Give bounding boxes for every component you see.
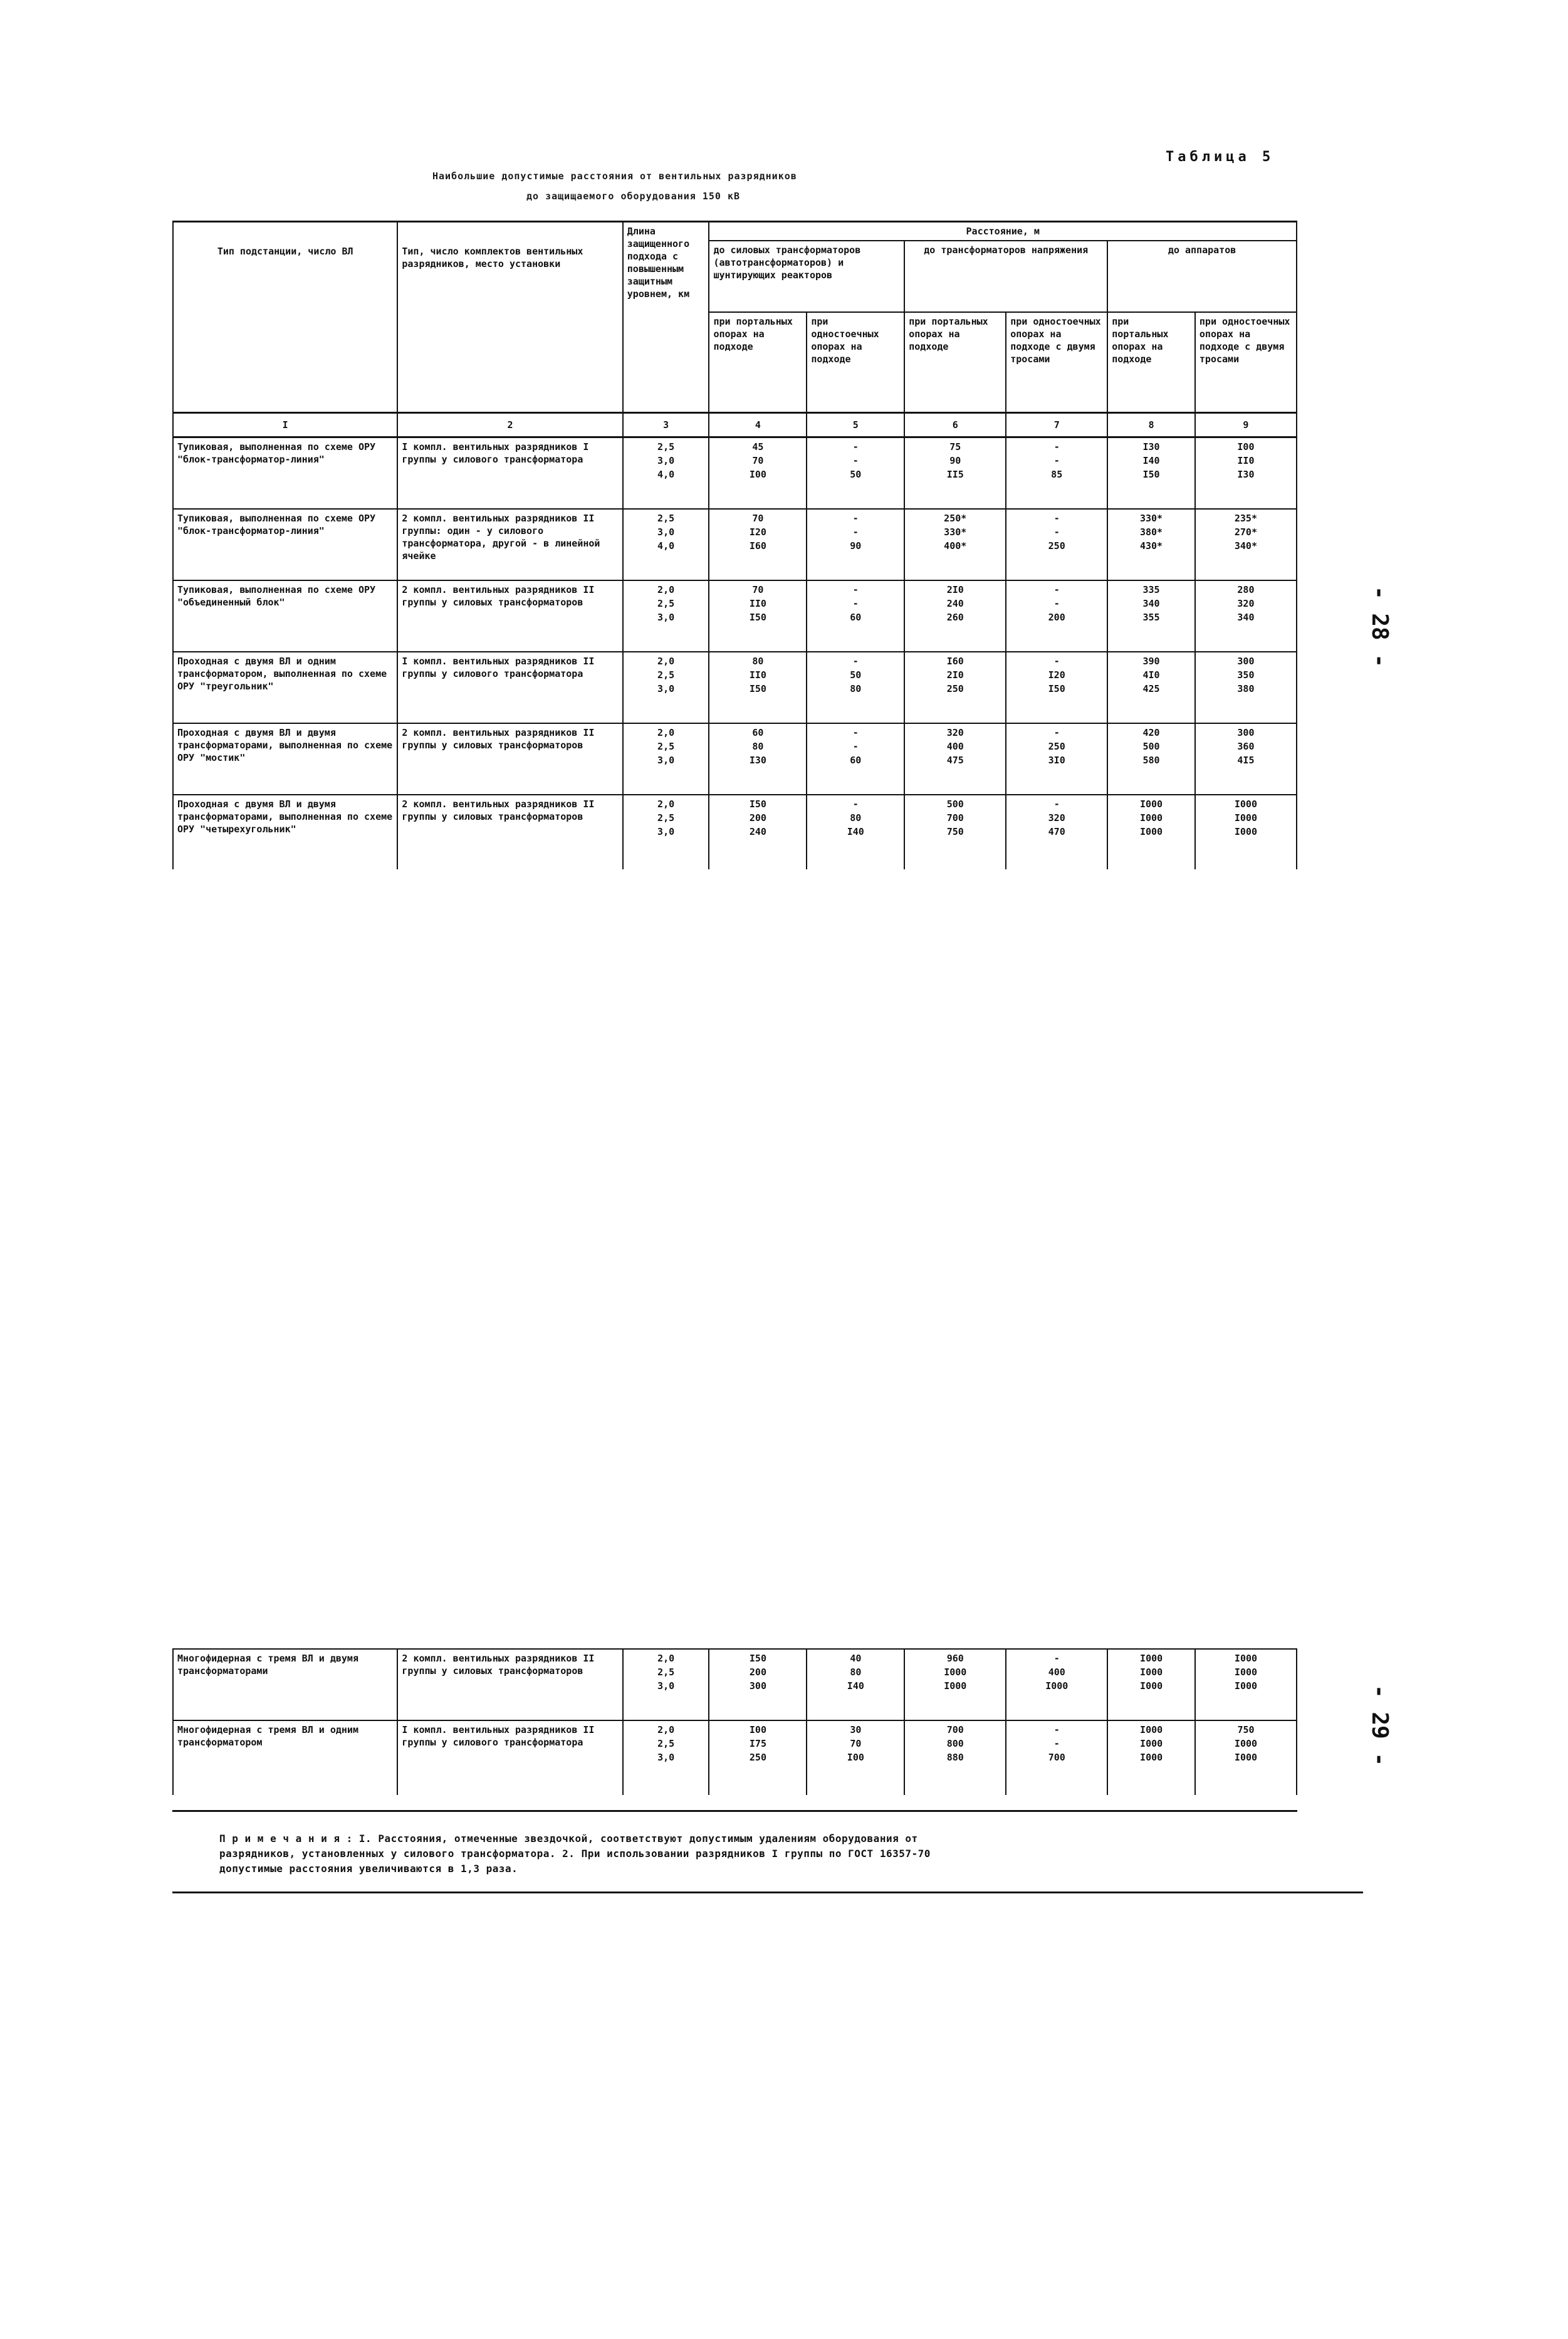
cell-value: 3,0 xyxy=(657,1752,675,1763)
cell-c9 xyxy=(1195,1720,1297,1795)
cell-value: 260 xyxy=(946,612,964,623)
cell-length xyxy=(623,1720,709,1795)
cell-value: I60 xyxy=(749,540,766,552)
cell-value: 320 xyxy=(946,727,964,738)
cell-value: 3,0 xyxy=(657,755,675,766)
cell-value: 475 xyxy=(946,755,964,766)
cell-value: - xyxy=(852,526,859,538)
cell-c8 xyxy=(1107,652,1195,723)
cell-c6 xyxy=(904,580,1006,652)
cell-c4 xyxy=(709,652,807,723)
cell-c5 xyxy=(807,1720,904,1795)
cell-value: 3I0 xyxy=(1048,755,1065,766)
cell-value: I40 xyxy=(847,1680,864,1692)
cell-arrester: I компл. вентильных разрядников II группы у силового трансформатора xyxy=(397,1720,622,1795)
cell-value: 80 xyxy=(850,683,862,694)
cell-value: I00 xyxy=(749,1724,766,1735)
cell-c5 xyxy=(807,652,904,723)
cell-value: 200 xyxy=(749,1667,766,1678)
cell-value: II0 xyxy=(749,598,766,609)
cell-c9 xyxy=(1195,437,1297,510)
cell-value: I000 xyxy=(1045,1680,1069,1692)
cell-value: 2,0 xyxy=(657,798,675,810)
cell-c9 xyxy=(1195,652,1297,723)
header-arrester-type: Тип, число комплектов вентильных разрядников, место установки xyxy=(397,222,622,413)
cell-value: 2,0 xyxy=(657,1653,675,1664)
cell-substation-type: Проходная с двумя ВЛ и одним трансформатором, выполненная по схеме ОРУ "треугольник" xyxy=(173,652,397,723)
cell-c4 xyxy=(709,1649,807,1720)
cell-value: 420 xyxy=(1142,727,1160,738)
column-number: 5 xyxy=(807,413,904,437)
cell-c9 xyxy=(1195,795,1297,869)
cell-c8 xyxy=(1107,1649,1195,1720)
cell-value: 2,5 xyxy=(657,598,675,609)
cell-value: 3,0 xyxy=(657,455,675,466)
cell-value: - xyxy=(852,584,859,595)
note-line-1: П р и м е ч а н и я : I. Расстояния, отмеченные звездочкой, соответствуют допустимым удалениям оборудования от xyxy=(219,1833,918,1845)
cell-value: 330* xyxy=(1139,513,1163,524)
note-line-3: допустимые расстояния увеличиваются в 1,3 раза. xyxy=(219,1863,518,1875)
cell-value: I20 xyxy=(1048,669,1065,681)
cell-length xyxy=(623,509,709,580)
cell-value: 800 xyxy=(946,1738,964,1749)
cell-value: 300 xyxy=(1237,656,1255,667)
header-col-6: при портальных опорах на подходе xyxy=(904,312,1006,413)
cell-value: 80 xyxy=(752,741,764,752)
cell-substation-type: Тупиковая, выполненная по схеме ОРУ "блок-трансформатор-линия" xyxy=(173,509,397,580)
cell-value: 300 xyxy=(1237,727,1255,738)
header-col-4: при портальных опорах на подходе xyxy=(709,312,807,413)
cell-value: 30 xyxy=(850,1724,862,1735)
cell-value: I30 xyxy=(749,755,766,766)
cell-value: 250 xyxy=(1048,540,1065,552)
cell-value: 45 xyxy=(752,441,764,453)
cell-substation-type: Тупиковая, выполненная по схеме ОРУ "блок-трансформатор-линия" xyxy=(173,437,397,510)
cell-value: I00 xyxy=(1237,441,1255,453)
cell-value: 85 xyxy=(1051,469,1063,480)
table-row xyxy=(173,1649,1297,1720)
column-number: 2 xyxy=(397,413,622,437)
notes xyxy=(219,1831,1322,1876)
cell-value: 500 xyxy=(1142,741,1160,752)
table-row xyxy=(173,723,1297,795)
cell-length xyxy=(623,437,709,510)
cell-value: 340* xyxy=(1234,540,1257,552)
cell-value: 3,0 xyxy=(657,526,675,538)
cell-value: I00 xyxy=(847,1752,864,1763)
cell-value: 470 xyxy=(1048,826,1065,837)
cell-value: 340 xyxy=(1237,612,1255,623)
table-row xyxy=(173,1720,1297,1795)
cell-arrester: 2 компл. вентильных разрядников II группы у силовых трансформаторов xyxy=(397,1649,622,1720)
cell-value: 320 xyxy=(1048,812,1065,824)
cell-value: - xyxy=(852,455,859,466)
cell-value: - xyxy=(852,513,859,524)
cell-value: I000 xyxy=(1234,798,1257,810)
cell-value: 2,5 xyxy=(657,1667,675,1678)
cell-value: 2,5 xyxy=(657,1738,675,1749)
cell-value: 200 xyxy=(1048,612,1065,623)
cell-length xyxy=(623,795,709,869)
cell-value: 430* xyxy=(1139,540,1163,552)
cell-value: I000 xyxy=(1140,1667,1163,1678)
cell-substation-type: Проходная с двумя ВЛ и двумя трансформаторами, выполненная по схеме ОРУ "четырехугольник" xyxy=(173,795,397,869)
column-number-row xyxy=(173,413,1297,437)
cell-c4 xyxy=(709,437,807,510)
cell-value: 60 xyxy=(850,612,862,623)
cell-value: - xyxy=(1053,441,1060,453)
cell-c6 xyxy=(904,652,1006,723)
cell-value: 90 xyxy=(850,540,862,552)
cell-value: I000 xyxy=(1139,812,1163,824)
cell-value: 700 xyxy=(1048,1752,1065,1763)
cell-c7 xyxy=(1006,1720,1107,1795)
cell-value: 250 xyxy=(749,1752,766,1763)
cell-value: - xyxy=(852,598,859,609)
note-line-2: разрядников, установленных у силового трансформатора. 2. При использовании разрядников I группы по ГОСТ 16357-70 xyxy=(219,1848,931,1860)
cell-value: 960 xyxy=(946,1653,964,1664)
cell-value: I50 xyxy=(749,798,766,810)
cell-value: I000 xyxy=(1234,1680,1258,1692)
cell-value: 40 xyxy=(850,1653,862,1664)
header-col-5: при одностоечных опорах на подходе xyxy=(807,312,904,413)
page-number-lower: - 29 - xyxy=(1367,1685,1393,1767)
cell-length xyxy=(623,652,709,723)
column-number: 7 xyxy=(1006,413,1107,437)
header-group-voltage-transformers: до трансформаторов напряжения xyxy=(904,241,1107,312)
header-col-7: при одностоечных опорах на подходе с двумя тросами xyxy=(1006,312,1107,413)
cell-value: I000 xyxy=(1139,798,1163,810)
cell-value: I000 xyxy=(1234,1738,1258,1749)
cell-value: 2,5 xyxy=(657,812,675,824)
cell-value: 350 xyxy=(1237,669,1255,681)
column-number: 3 xyxy=(623,413,709,437)
cell-value: 2,5 xyxy=(657,441,675,453)
cell-value: 60 xyxy=(752,727,764,738)
cell-c5 xyxy=(807,437,904,510)
cell-value: 50 xyxy=(850,669,862,681)
cell-value: I50 xyxy=(1142,469,1160,480)
cell-c7 xyxy=(1006,580,1107,652)
cell-value: 380* xyxy=(1139,526,1163,538)
cell-value: 2I0 xyxy=(946,669,964,681)
cell-arrester: 2 компл. вентильных разрядников II группы: один - у силового трансформатора, другой - в линейной ячейке xyxy=(397,509,622,580)
cell-c5 xyxy=(807,580,904,652)
cell-value: - xyxy=(1053,455,1060,466)
cell-c6 xyxy=(904,509,1006,580)
cell-value: 70 xyxy=(752,455,764,466)
header-col-8: при портальных опорах на подходе xyxy=(1107,312,1195,413)
table-row xyxy=(173,795,1297,869)
cell-value: 235* xyxy=(1234,513,1257,524)
table-body-upper xyxy=(173,437,1297,870)
cell-c5 xyxy=(807,723,904,795)
cell-value: 70 xyxy=(752,584,764,595)
cell-value: I30 xyxy=(1237,469,1255,480)
cell-c6 xyxy=(904,1649,1006,1720)
cell-value: 500 xyxy=(946,798,964,810)
cell-c7 xyxy=(1006,652,1107,723)
cell-value: I30 xyxy=(1142,441,1160,453)
table-row xyxy=(173,437,1297,510)
cell-value: I000 xyxy=(944,1667,967,1678)
cell-value: 2,0 xyxy=(657,727,675,738)
cell-value: 300 xyxy=(749,1680,766,1692)
table-title-line2: до защищаемого оборудования 150 кВ xyxy=(526,191,741,202)
cell-c8 xyxy=(1107,1720,1195,1795)
cell-value: 270* xyxy=(1234,526,1257,538)
cell-value: 340 xyxy=(1142,598,1160,609)
cell-c4 xyxy=(709,509,807,580)
cell-value: - xyxy=(1053,513,1060,524)
cell-substation-type: Тупиковая, выполненная по схеме ОРУ "объединенный блок" xyxy=(173,580,397,652)
cell-value: - xyxy=(852,441,859,453)
cell-value: - xyxy=(1053,727,1060,738)
cell-value: 250 xyxy=(1048,741,1065,752)
cell-value: 4,0 xyxy=(657,469,675,480)
cell-value: 390 xyxy=(1142,656,1160,667)
cell-value: - xyxy=(1053,656,1060,667)
cell-value: I000 xyxy=(1140,1752,1163,1763)
cell-value: 4I5 xyxy=(1237,755,1255,766)
cell-c5 xyxy=(807,509,904,580)
cell-value: 3,0 xyxy=(657,1680,675,1692)
cell-value: I000 xyxy=(1234,1653,1258,1664)
cell-value: - xyxy=(852,656,859,667)
header-col-9: при одностоечных опорах на подходе с двумя тросами xyxy=(1195,312,1297,413)
distance-table-upper xyxy=(172,222,1297,869)
cell-value: I60 xyxy=(946,656,964,667)
cell-length xyxy=(623,1649,709,1720)
column-number: 9 xyxy=(1195,413,1297,437)
cell-value: I000 xyxy=(1234,826,1257,837)
cell-value: 4I0 xyxy=(1142,669,1160,681)
cell-value: 3,0 xyxy=(657,826,675,837)
cell-value: 700 xyxy=(946,1724,964,1735)
header-distance: Расстояние, м xyxy=(709,222,1297,241)
cell-value: 2,0 xyxy=(657,1724,675,1735)
cell-value: I50 xyxy=(1048,683,1065,694)
cell-value: I50 xyxy=(749,612,766,623)
cell-c8 xyxy=(1107,580,1195,652)
cell-substation-type: Проходная с двумя ВЛ и двумя трансформаторами, выполненная по схеме ОРУ "мостик" xyxy=(173,723,397,795)
cell-value: 355 xyxy=(1142,612,1160,623)
cell-value: I50 xyxy=(749,1653,766,1664)
column-number: 8 xyxy=(1107,413,1195,437)
cell-c6 xyxy=(904,437,1006,510)
cell-value: 400 xyxy=(946,741,964,752)
cell-c4 xyxy=(709,723,807,795)
column-number: 4 xyxy=(709,413,807,437)
header-approach-length: Длина защищенного подхода с повышенным защитным уровнем, км xyxy=(623,222,709,413)
cell-value: II0 xyxy=(749,669,766,681)
table-bottom-rule xyxy=(172,1810,1297,1812)
cell-c9 xyxy=(1195,580,1297,652)
cell-value: I000 xyxy=(1140,1653,1163,1664)
cell-value: 400* xyxy=(944,540,967,552)
cell-value: I000 xyxy=(1140,1680,1163,1692)
cell-value: 240 xyxy=(749,826,766,837)
cell-value: - xyxy=(852,741,859,752)
column-number: 6 xyxy=(904,413,1006,437)
cell-c4 xyxy=(709,1720,807,1795)
cell-value: 2,5 xyxy=(657,669,675,681)
cell-c9 xyxy=(1195,509,1297,580)
cell-c8 xyxy=(1107,437,1195,510)
table-row xyxy=(173,580,1297,652)
cell-value: 880 xyxy=(946,1752,964,1763)
cell-value: I000 xyxy=(1140,1724,1163,1735)
cell-value: 70 xyxy=(752,513,764,524)
cell-value: I000 xyxy=(1140,1738,1163,1749)
cell-value: - xyxy=(1053,1724,1060,1735)
cell-c6 xyxy=(904,723,1006,795)
cell-value: 280 xyxy=(1237,584,1255,595)
distance-table-lower xyxy=(172,1648,1297,1795)
cell-arrester: 2 компл. вентильных разрядников II группы у силовых трансформаторов xyxy=(397,723,622,795)
cell-value: I000 xyxy=(944,1680,967,1692)
cell-value: - xyxy=(1053,584,1060,595)
cell-value: I000 xyxy=(1234,812,1257,824)
cell-value: 75 xyxy=(949,441,961,453)
cell-value: 335 xyxy=(1142,584,1160,595)
table-number: Таблица 5 xyxy=(1166,149,1275,165)
cell-substation-type: Многофидерная с тремя ВЛ и двумя трансформаторами xyxy=(173,1649,397,1720)
cell-c5 xyxy=(807,795,904,869)
cell-arrester: I компл. вентильных разрядников I группы у силового трансформатора xyxy=(397,437,622,510)
cell-value: 3,0 xyxy=(657,612,675,623)
cell-substation-type: Многофидерная с тремя ВЛ и одним трансформатором xyxy=(173,1720,397,1795)
cell-arrester: 2 компл. вентильных разрядников II группы у силовых трансформаторов xyxy=(397,580,622,652)
cell-value: 2,0 xyxy=(657,584,675,595)
cell-value: II0 xyxy=(1237,455,1255,466)
cell-arrester: 2 компл. вентильных разрядников II группы у силовых трансформаторов xyxy=(397,795,622,869)
cell-c8 xyxy=(1107,795,1195,869)
cell-value: I50 xyxy=(749,683,766,694)
cell-value: 80 xyxy=(850,812,862,824)
column-number: I xyxy=(173,413,397,437)
cell-c8 xyxy=(1107,723,1195,795)
cell-c7 xyxy=(1006,437,1107,510)
cell-arrester: I компл. вентильных разрядников II группы у силового трансформатора xyxy=(397,652,622,723)
cell-value: 700 xyxy=(946,812,964,824)
cell-c6 xyxy=(904,795,1006,869)
table-title-line1: Наибольшие допустимые расстояния от вентильных разрядников xyxy=(432,170,797,182)
cell-c4 xyxy=(709,580,807,652)
cell-c6 xyxy=(904,1720,1006,1795)
cell-value: 2,0 xyxy=(657,656,675,667)
cell-value: - xyxy=(1053,1653,1060,1664)
cell-value: 330* xyxy=(944,526,967,538)
cell-value: 90 xyxy=(949,455,961,466)
cell-value: I40 xyxy=(1142,455,1160,466)
table-row xyxy=(173,652,1297,723)
cell-value: I20 xyxy=(749,526,766,538)
table-row xyxy=(173,509,1297,580)
cell-c7 xyxy=(1006,795,1107,869)
cell-c9 xyxy=(1195,1649,1297,1720)
cell-value: I75 xyxy=(749,1738,766,1749)
cell-value: 80 xyxy=(850,1667,862,1678)
cell-value: 250* xyxy=(944,513,967,524)
cell-value: 750 xyxy=(946,826,964,837)
cell-value: I00 xyxy=(749,469,766,480)
cell-c4 xyxy=(709,795,807,869)
cell-value: 580 xyxy=(1142,755,1160,766)
cell-value: 240 xyxy=(946,598,964,609)
cell-c5 xyxy=(807,1649,904,1720)
header-group-apparatus: до аппаратов xyxy=(1107,241,1297,312)
cell-value: 2,5 xyxy=(657,513,675,524)
cell-value: 2I0 xyxy=(946,584,964,595)
cell-value: I000 xyxy=(1139,826,1163,837)
cell-c9 xyxy=(1195,723,1297,795)
cell-value: I000 xyxy=(1234,1752,1258,1763)
cell-value: 70 xyxy=(850,1738,862,1749)
cell-value: I000 xyxy=(1234,1667,1258,1678)
header-group-transformers: до силовых трансформаторов (автотрансформаторов) и шунтирующих реакторов xyxy=(709,241,904,312)
cell-value: 80 xyxy=(752,656,764,667)
cell-value: - xyxy=(852,727,859,738)
cell-value: 50 xyxy=(850,469,862,480)
cell-value: 200 xyxy=(749,812,766,824)
cell-value: 380 xyxy=(1237,683,1255,694)
cell-value: 360 xyxy=(1237,741,1255,752)
cell-value: 425 xyxy=(1142,683,1160,694)
cell-value: I40 xyxy=(847,826,864,837)
cell-value: - xyxy=(852,798,859,810)
cell-value: 60 xyxy=(850,755,862,766)
header-substation-type: Тип подстанции, число ВЛ xyxy=(173,222,397,413)
cell-value: - xyxy=(1053,798,1060,810)
cell-value: 400 xyxy=(1048,1667,1065,1678)
cell-c7 xyxy=(1006,509,1107,580)
page-bottom-rule xyxy=(172,1892,1363,1893)
cell-c7 xyxy=(1006,723,1107,795)
cell-length xyxy=(623,723,709,795)
cell-c7 xyxy=(1006,1649,1107,1720)
page-number-upper: - 28 - xyxy=(1367,586,1393,668)
cell-c8 xyxy=(1107,509,1195,580)
cell-value: 750 xyxy=(1237,1724,1255,1735)
cell-value: 2,5 xyxy=(657,741,675,752)
cell-value: 3,0 xyxy=(657,683,675,694)
table-body-lower xyxy=(173,1649,1297,1795)
cell-value: - xyxy=(1053,598,1060,609)
cell-value: - xyxy=(1053,1738,1060,1749)
cell-length xyxy=(623,580,709,652)
cell-value: - xyxy=(1053,526,1060,538)
cell-value: 4,0 xyxy=(657,540,675,552)
cell-value: 320 xyxy=(1237,598,1255,609)
cell-value: 250 xyxy=(946,683,964,694)
cell-value: II5 xyxy=(946,469,964,480)
